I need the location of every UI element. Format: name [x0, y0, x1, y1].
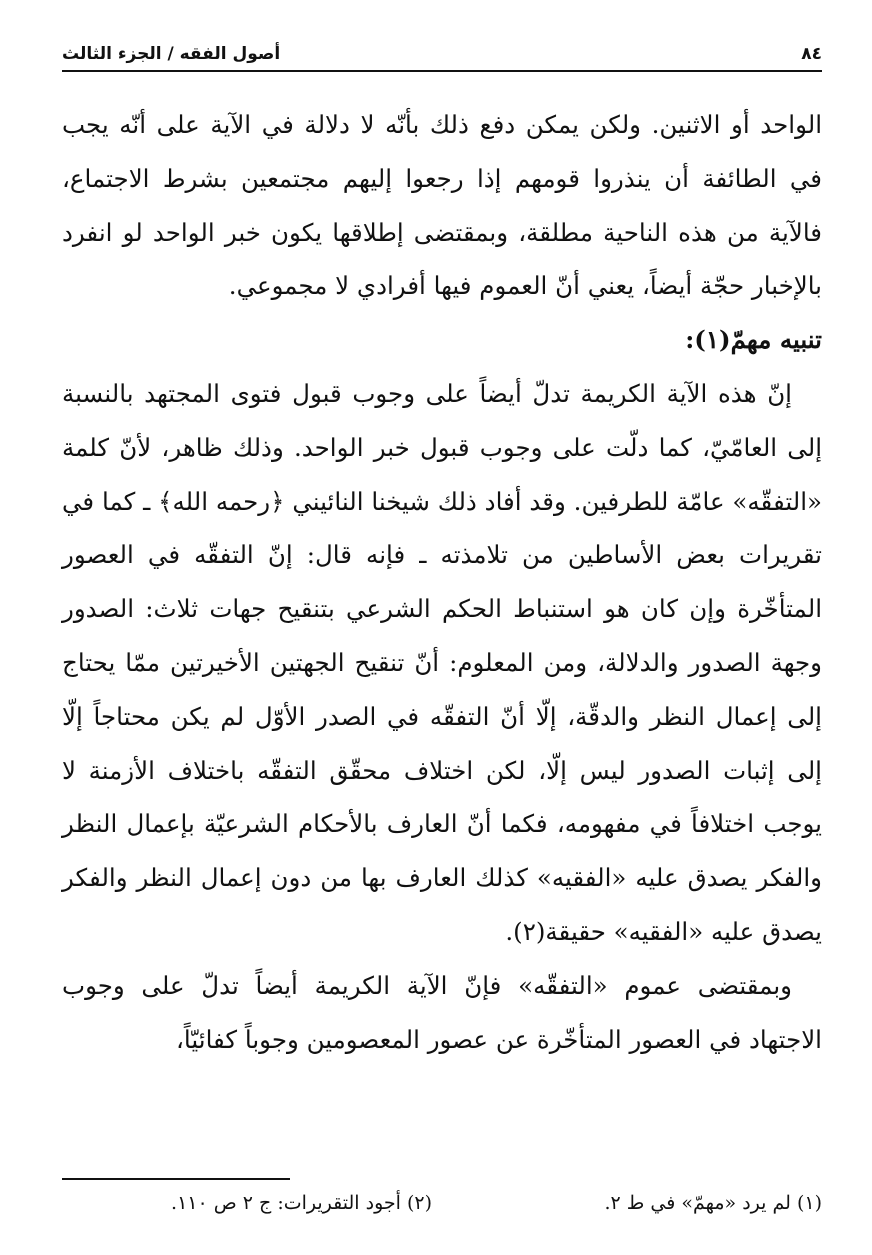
footnote-2: (٢) أجود التقريرات: ج ٢ ص ١١٠.: [171, 1192, 432, 1214]
section-heading: تنبيه مهمّ(١):: [685, 325, 822, 355]
book-page: [62, 24, 822, 1234]
main-text: [62, 98, 822, 1066]
page-header: [62, 30, 822, 64]
running-title: أصول الفقه / الجزء الثالث: [62, 44, 281, 64]
paragraph-3: وبمقتضى عموم «التفقّه» فإنّ الآية الكريمة أيضاً تدلّ على وجوب الاجتهاد في العصور المتأخّرة عن عصور المعصومين وجوباً كفائيّاً،: [62, 970, 822, 1054]
footnotes: [62, 1192, 822, 1214]
paragraph-1: الواحد أو الاثنين. ولكن يمكن دفع ذلك بأنّه لا دلالة في الآية على أنّه يجب في الطائفة أن ينذروا قومهم إذا رجعوا إليهم مجتمعين بشرط الاجتماع، فالآية من هذه الناحية مطلقة، وبمقتضى إطلاقها يكون خبر الواحد لو انفرد بالإخبار حجّة أيضاً، يعني أنّ العموم فيها أفرادي لا مجموعي.: [62, 110, 822, 301]
page-number: ٨٤: [801, 44, 822, 64]
header-rule: [62, 70, 822, 72]
footnote-rule: [62, 1178, 290, 1180]
paragraph-2: إنّ هذه الآية الكريمة تدلّ أيضاً على وجوب قبول فتوى المجتهد بالنسبة إلى العامّيّ، كما دلّت على وجوب قبول خبر الواحد. وذلك ظاهر، لأنّ كلمة «التفقّه» عامّة للطرفين. وقد أفاد ذلك شيخنا النائيني ﴿رحمه الله﴾ ـ كما في تقريرات بعض الأساطين من تلامذته ـ فإنه قال: إنّ التفقّه في العصور المتأخّرة وإن كان هو استنباط الحكم الشرعي بتنقيح جهات ثلاث: الصدور وجهة الصدور والدلالة، ومن المعلوم: أنّ تنقيح الجهتين الأخيرتين ممّا يحتاج إلى إعمال النظر والدقّة، إلّا أنّ التفقّه في الصدر الأوّل لم يكن محتاجاً إلّا إلى إثبات الصدور ليس إلّا، لكن اختلاف محقّق التفقّه باختلاف الأزمنة لا يوجب اختلافاً في مفهومه، فكما أنّ العارف بالأحكام الشرعيّة بإعمال النظر والفكر يصدق عليه «الفقيه» كذلك العارف بها من دون إعمال النظر والفكر يصدق عليه «الفقيه» حقيقة(٢).: [62, 378, 822, 946]
footnote-1: (١) لم يرد «مهمّ» في ط ٢.: [604, 1192, 822, 1214]
